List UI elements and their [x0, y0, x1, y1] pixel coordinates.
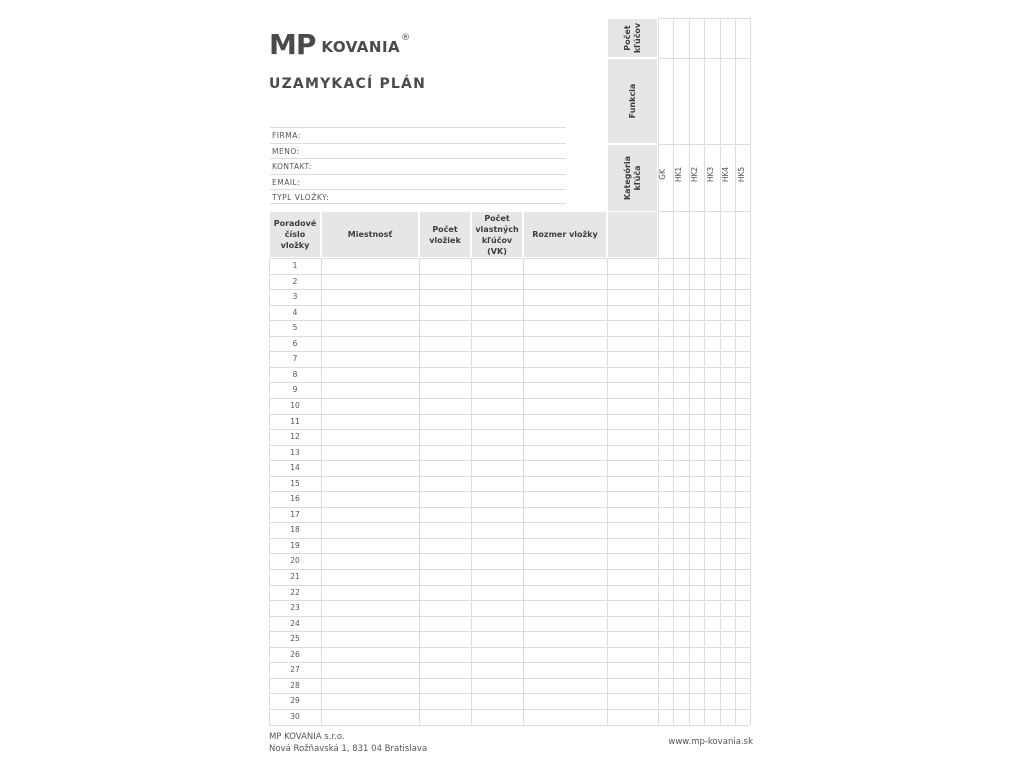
side-header-funkcia — [607, 58, 658, 144]
table-row-line — [269, 693, 750, 694]
row-number: 26 — [290, 649, 300, 659]
table-row-line — [269, 709, 750, 710]
side-header-kategoria — [607, 144, 658, 212]
header-miestnost: Miestnosť — [321, 211, 419, 258]
table-row-line — [269, 367, 750, 368]
header-pocet-vlastnych-klucov: Počet vlastných kľúčov (VK) — [471, 211, 523, 258]
grid-column-line — [658, 18, 659, 725]
logo-word: KOVANIA — [321, 38, 401, 56]
page-title: UZAMYKACÍ PLÁN — [269, 76, 426, 92]
table-row-line — [269, 429, 750, 430]
table-row-line — [269, 274, 750, 275]
field-kontakt[interactable]: KONTAKT: — [270, 158, 566, 173]
registered-mark: ® — [401, 33, 411, 43]
grid-column-line — [735, 18, 736, 725]
grid-top-line — [658, 18, 750, 19]
row-number: 27 — [290, 665, 300, 675]
row-number: 1 — [292, 261, 298, 270]
key-category-hk2: HK2 — [690, 166, 700, 183]
header-pocet-vloziek: Počet vložiek — [419, 211, 471, 258]
table-row-line — [269, 647, 750, 648]
row-number: 12 — [290, 432, 300, 442]
grid-column-line — [673, 18, 674, 725]
side-label-pocet-klucov: Počet kľúčov — [622, 22, 642, 54]
row-number: 2 — [292, 276, 298, 286]
grid-column-line — [720, 18, 721, 725]
table-row-line — [269, 320, 750, 321]
key-category-hk3: HK3 — [706, 166, 716, 183]
footer-website[interactable]: www.mp-kovania.sk — [668, 737, 753, 747]
key-category-hk5: HK5 — [737, 166, 747, 183]
table-row-line — [269, 382, 750, 383]
table-row-line — [269, 600, 750, 601]
table-row-line — [269, 725, 750, 726]
table-row-line — [269, 398, 750, 399]
row-number: 25 — [290, 634, 300, 644]
row-number: 17 — [290, 509, 300, 519]
table-row-line — [269, 305, 750, 306]
row-number: 24 — [290, 618, 300, 628]
table-row-line — [269, 507, 750, 508]
field-firma[interactable]: FIRMA: — [270, 127, 566, 142]
footer-address: Nová Rožňavská 1, 831 04 Bratislava — [269, 744, 428, 754]
side-label-kategoria: Kategória kľúča — [622, 155, 642, 201]
row-number: 8 — [292, 369, 298, 379]
table-row-line — [269, 616, 750, 617]
table-row-line — [269, 491, 750, 492]
table-row-line — [269, 662, 750, 663]
grid-section-line — [658, 144, 750, 145]
header-rozmer-vlozky: Rozmer vložky — [523, 211, 607, 258]
grid-column-line — [689, 18, 690, 725]
side-label-funkcia: Funkcia — [627, 83, 637, 119]
row-number: 3 — [292, 292, 298, 302]
row-number: 29 — [290, 696, 300, 706]
row-number: 18 — [290, 525, 300, 535]
grid-section-line — [658, 58, 750, 59]
row-number: 5 — [292, 323, 298, 333]
table-row-line — [269, 631, 750, 632]
header-poradove-cislo: Poradové číslo vložky — [269, 211, 321, 258]
row-number: 7 — [292, 354, 298, 364]
table-row-line — [269, 569, 750, 570]
table-row-line — [269, 414, 750, 415]
row-number: 22 — [290, 587, 300, 597]
field-meno[interactable]: MENO: — [270, 143, 566, 158]
row-number: 10 — [290, 400, 300, 410]
key-category-hk1: HK1 — [674, 166, 684, 183]
table-row-line — [269, 445, 750, 446]
field-typ-vlozky[interactable]: TYPL VLOŽKY: — [270, 189, 566, 204]
table-row-line — [269, 289, 750, 290]
key-category-gk: GK — [657, 169, 667, 180]
table-row-line — [269, 678, 750, 679]
company-logo — [269, 28, 411, 61]
footer-address-block — [269, 731, 427, 755]
row-number: 13 — [290, 447, 300, 457]
row-number: 23 — [290, 603, 300, 613]
logo-mark: MP — [269, 28, 316, 61]
footer-company: MP KOVANIA s.r.o. — [269, 732, 345, 742]
table-row-line — [269, 258, 750, 259]
row-number: 21 — [290, 572, 300, 581]
table-row-line — [269, 351, 750, 352]
table-row-line — [269, 476, 750, 477]
row-number: 9 — [292, 385, 298, 395]
row-number: 6 — [292, 338, 298, 348]
grid-column-line — [704, 18, 705, 725]
key-category-hk4: HK4 — [721, 166, 731, 183]
row-number: 16 — [290, 494, 300, 504]
grid-section-line — [658, 211, 750, 212]
row-number: 30 — [290, 711, 300, 721]
side-header-pocet-klucov — [607, 18, 658, 58]
table-row-line — [269, 538, 750, 539]
table-row-line — [269, 460, 750, 461]
row-number: 15 — [290, 478, 300, 488]
row-number: 4 — [292, 307, 298, 317]
grid-column-line — [750, 18, 751, 725]
table-row-line — [269, 522, 750, 523]
row-number: 20 — [290, 556, 300, 566]
table-row-line — [269, 553, 750, 554]
field-email[interactable]: EMAIL: — [270, 174, 566, 189]
row-number: 14 — [290, 463, 300, 473]
header-blank — [607, 211, 658, 258]
row-number: 11 — [290, 416, 300, 426]
row-number: 28 — [290, 680, 300, 690]
table-row-line — [269, 336, 750, 337]
row-number: 19 — [290, 540, 300, 550]
table-row-line — [269, 585, 750, 586]
